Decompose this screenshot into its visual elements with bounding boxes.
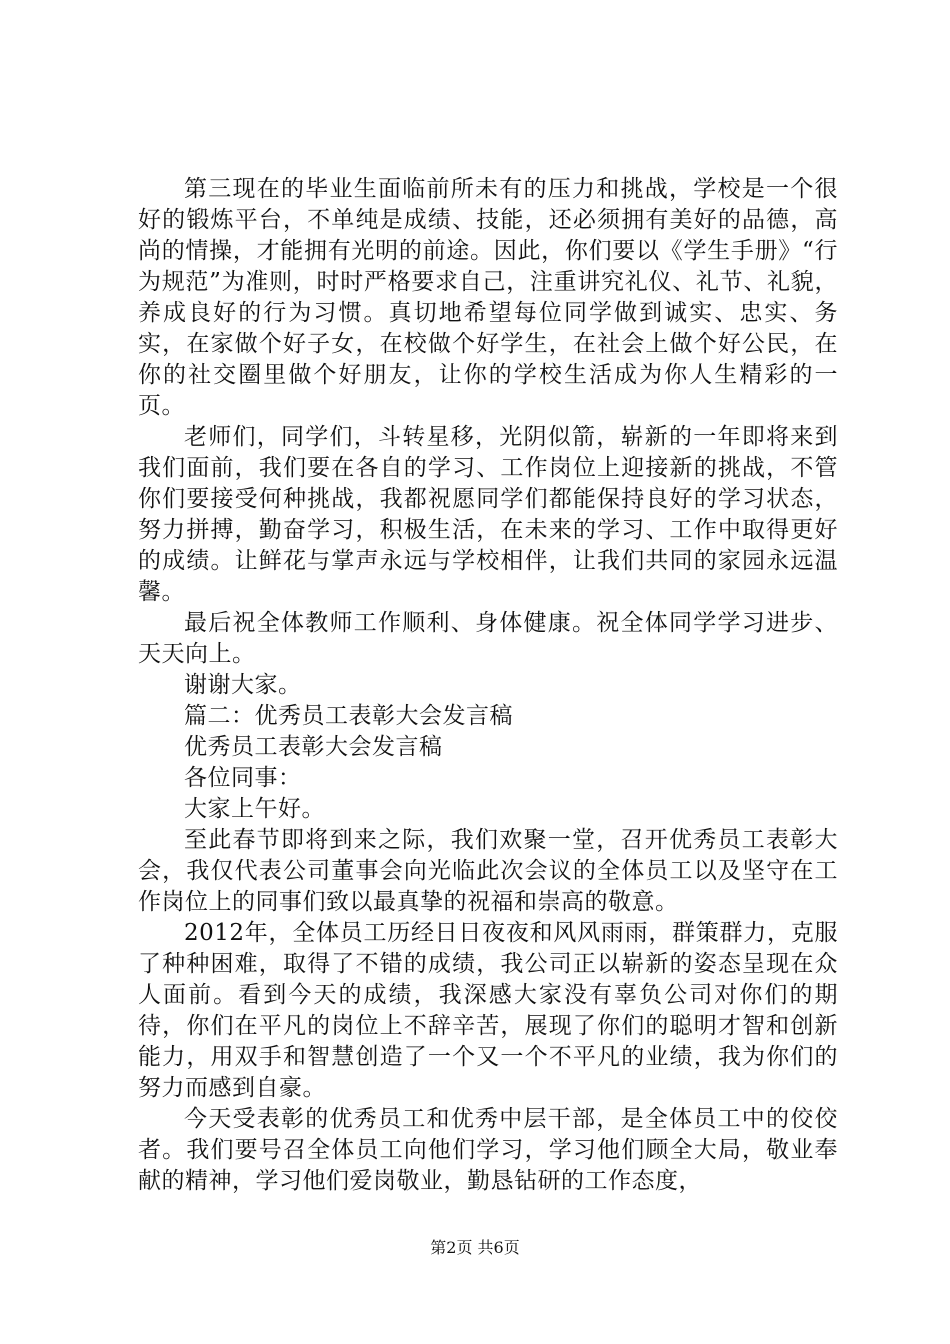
paragraph-11: 今天受表彰的优秀员工和优秀中层干部，是全体员工中的佼佼者。我们要号召全体员工向他们学习，学习他们顾全大局，敬业奉献的精神，学习他们爱岗敬业，勤恳钻研的工作态度， (138, 1106, 838, 1194)
greeting: 大家上午好。 (184, 796, 325, 822)
paragraph-9: 至此春节即将到来之际，我们欢聚一堂，召开优秀员工表彰大会，我仅代表公司董事会向光临此次会议的全体员工以及坚守在工作岗位上的同事们致以最真挚的祝福和崇高的敬意。 (138, 827, 838, 915)
page-footer: 第2页 共6页 (430, 1238, 520, 1257)
paragraph-10: 2012年，全体员工历经日日夜夜和风风雨雨，群策群力，克服了种种困难，取得了不错的成绩，我公司正以崭新的姿态呈现在众人面前。看到今天的成绩，我深感大家没有辜负公司对你们的期待，你们在平凡的岗位上不辞辛苦，展现了你们的聪明才智和创新能力，用双手和智慧创造了一个又一个不平凡的业绩，我为你们的努力而感到自豪。 (138, 920, 838, 1101)
speech-title: 优秀员工表彰大会发言稿 (184, 734, 443, 760)
document-body (138, 174, 838, 1197)
paragraph-2: 老师们，同学们，斗转星移，光阴似箭，崭新的一年即将来到我们面前，我们要在各自的学习、工作岗位上迎接新的挑战，不管你们要接受何种挑战，我都祝愿同学们都能保持良好的学习状态，努力拼搏，勤奋学习，积极生活，在未来的学习、工作中取得更好的成绩。让鲜花与掌声永远与学校相伴，让我们共同的家园永远温馨。 (138, 424, 838, 605)
paragraph-3: 最后祝全体教师工作顺利、身体健康。祝全体同学学习进步、天天向上。 (138, 610, 838, 667)
paragraph-1: 第三现在的毕业生面临前所未有的压力和挑战，学校是一个很好的锻炼平台，不单纯是成绩、技能，还必须拥有美好的品德，高尚的情操，才能拥有光明的前途。因此，你们要以《学生手册》“行为规范”为准则，时时严格要求自己，注重讲究礼仪、礼节、礼貌，养成良好的行为习惯。真切地希望每位同学做到诚实、忠实、务实，在家做个好子女，在校做个好学生，在社会上做个好公民，在你的社交圈里做个好朋友，让你的学校生活成为你人生精彩的一页。 (138, 176, 838, 419)
salutation: 各位同事： (184, 765, 302, 791)
section-heading: 篇二：优秀员工表彰大会发言稿 (184, 703, 513, 729)
paragraph-4: 谢谢大家。 (184, 672, 302, 698)
